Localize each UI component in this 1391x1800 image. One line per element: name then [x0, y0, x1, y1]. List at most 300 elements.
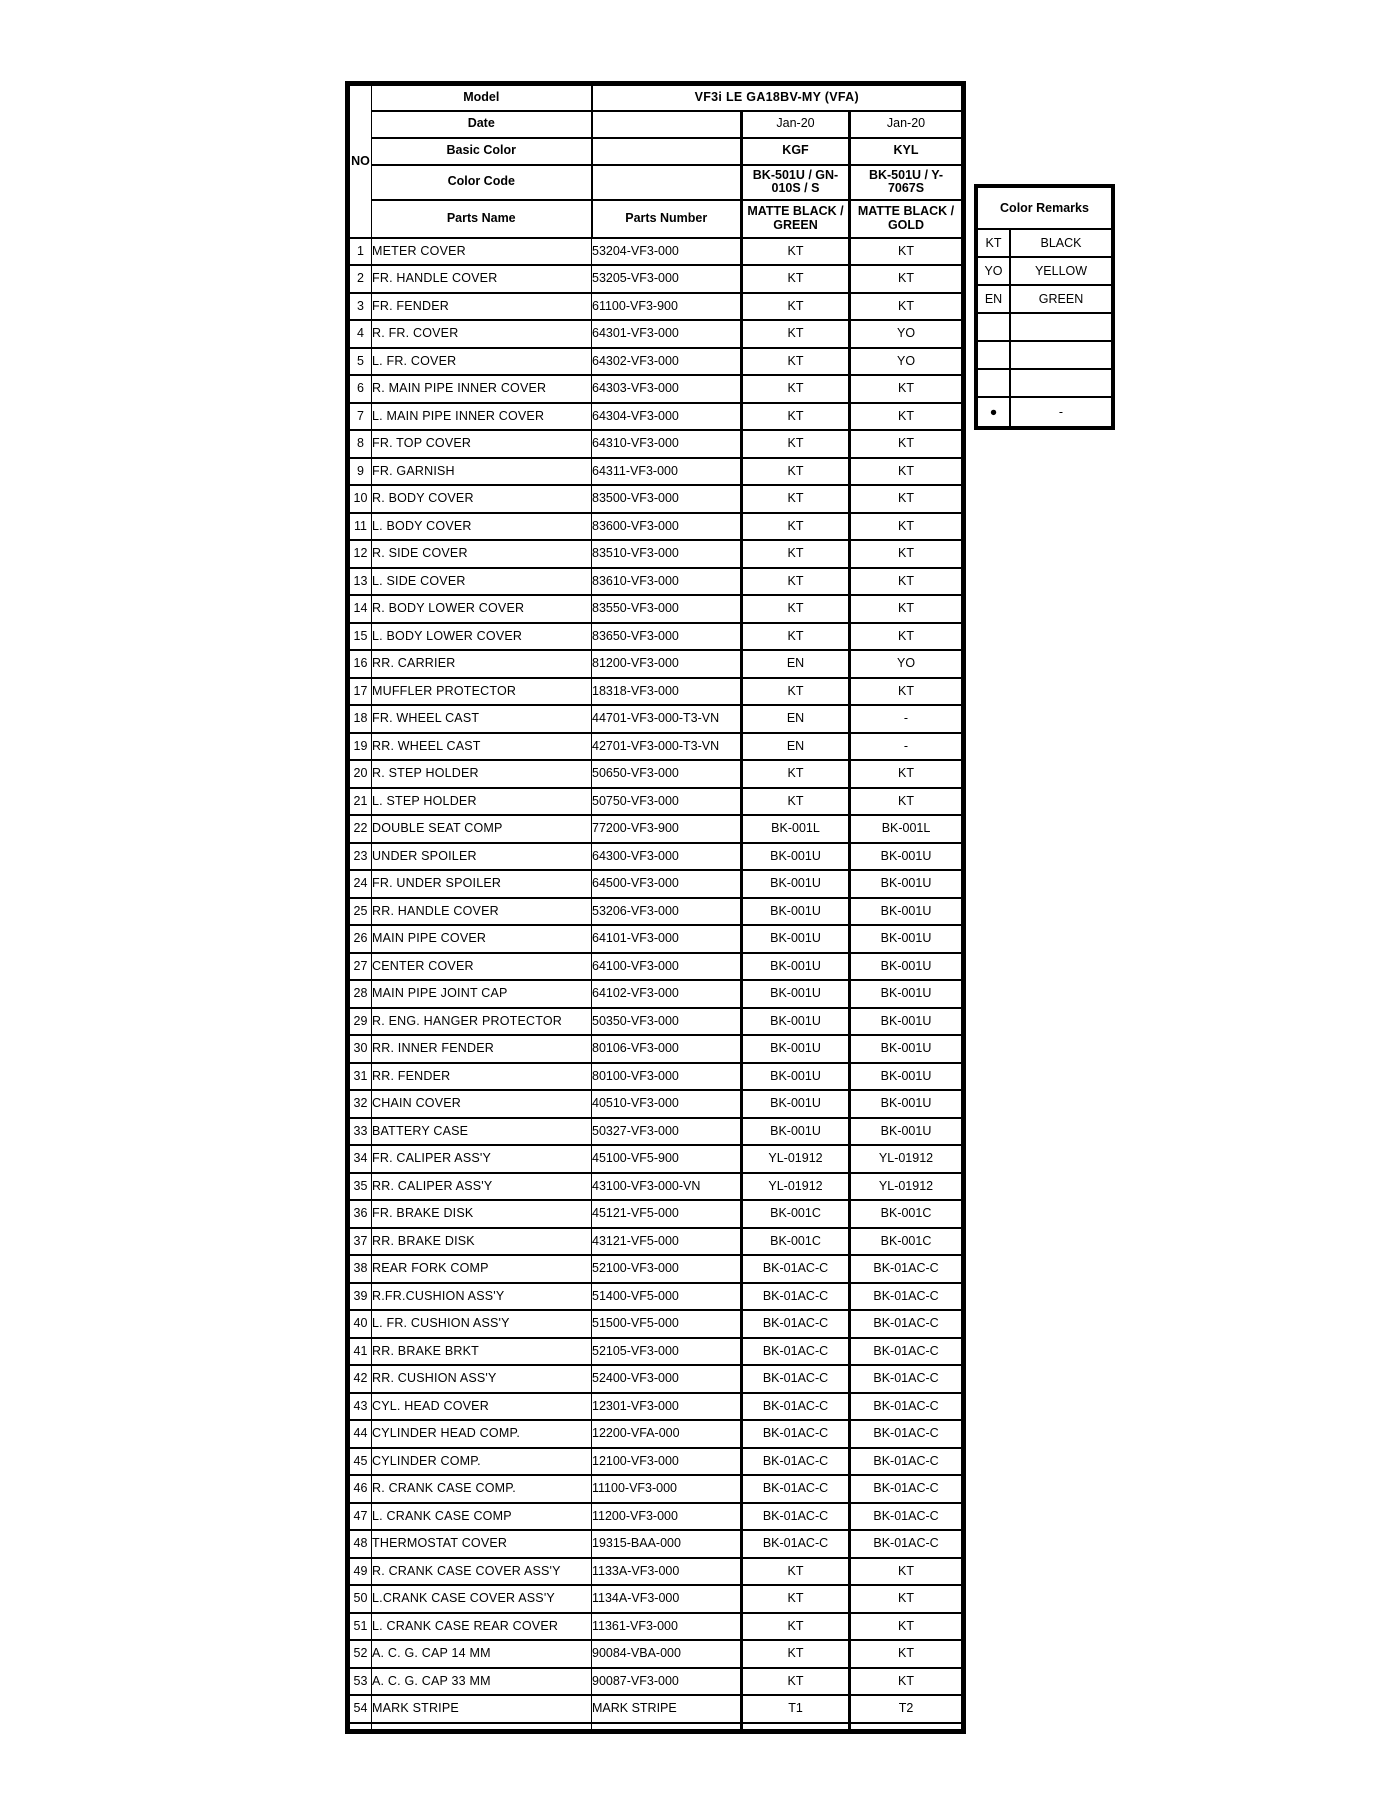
- row-number-cell: 5: [348, 348, 372, 376]
- color-cell-green: BK-01AC-C: [742, 1338, 850, 1366]
- row-number-cell: 29: [348, 1008, 372, 1036]
- color-cell-green: BK-001U: [742, 1063, 850, 1091]
- parts-name-cell: R. ENG. HANGER PROTECTOR: [372, 1008, 592, 1036]
- legend-row: [976, 397, 1113, 428]
- color-cell-green: KT: [742, 1558, 850, 1586]
- table-row: [348, 1255, 964, 1283]
- color-cell-green: BK-01AC-C: [742, 1283, 850, 1311]
- color-cell-gold: KT: [850, 623, 964, 651]
- table-row: [348, 1145, 964, 1173]
- color-cell-green: KT: [742, 1668, 850, 1696]
- row-number-cell: 52: [348, 1640, 372, 1668]
- parts-name-cell: RR. HANDLE COVER: [372, 898, 592, 926]
- color-cell-green: BK-001C: [742, 1228, 850, 1256]
- color-cell-green: KT: [742, 485, 850, 513]
- table-row: [348, 1228, 964, 1256]
- row-number-cell: 21: [348, 788, 372, 816]
- parts-name-cell: RR. INNER FENDER: [372, 1035, 592, 1063]
- color-cell-gold: BK-001C: [850, 1228, 964, 1256]
- parts-name-cell: L. MAIN PIPE INNER COVER: [372, 403, 592, 431]
- legend-row: [976, 257, 1113, 285]
- parts-number-cell: 19315-BAA-000: [592, 1530, 742, 1558]
- color-cell-gold: BK-01AC-C: [850, 1448, 964, 1476]
- color-cell-green: KT: [742, 430, 850, 458]
- table-row: [348, 1118, 964, 1146]
- color-cell-gold: KT: [850, 760, 964, 788]
- parts-name-cell: THERMOSTAT COVER: [372, 1530, 592, 1558]
- parts-number-cell: 50750-VF3-000: [592, 788, 742, 816]
- row-number-cell: 10: [348, 485, 372, 513]
- header-row-basic-color: [348, 138, 964, 165]
- color-cell-green: BK-01AC-C: [742, 1310, 850, 1338]
- table-row: [348, 265, 964, 293]
- parts-name-cell: FR. UNDER SPOILER: [372, 870, 592, 898]
- table-row: [348, 1475, 964, 1503]
- parts-number-cell: 83610-VF3-000: [592, 568, 742, 596]
- parts-number-cell: 53206-VF3-000: [592, 898, 742, 926]
- table-row: [348, 650, 964, 678]
- color-cell-green: BK-001U: [742, 1008, 850, 1036]
- color-code-value-gold: BK-501U / Y-7067S: [850, 165, 964, 200]
- parts-number-cell: 1134A-VF3-000: [592, 1585, 742, 1613]
- row-number-cell: 3: [348, 293, 372, 321]
- parts-name-cell: R. STEP HOLDER: [372, 760, 592, 788]
- color-cell-gold: KT: [850, 238, 964, 266]
- parts-name-cell: MAIN PIPE JOINT CAP: [372, 980, 592, 1008]
- parts-number-cell: 12100-VF3-000: [592, 1448, 742, 1476]
- row-number-cell: 28: [348, 980, 372, 1008]
- table-row: [348, 925, 964, 953]
- row-number-cell: 38: [348, 1255, 372, 1283]
- row-number-cell: 22: [348, 815, 372, 843]
- parts-number-cell: 83550-VF3-000: [592, 595, 742, 623]
- row-number-cell: 35: [348, 1173, 372, 1201]
- color-cell-green: YL-01912: [742, 1173, 850, 1201]
- parts-name-cell: L. SIDE COVER: [372, 568, 592, 596]
- color-cell-gold: BK-01AC-C: [850, 1503, 964, 1531]
- parts-name-cell: A. C. G. CAP 33 MM: [372, 1668, 592, 1696]
- row-number-cell: 53: [348, 1668, 372, 1696]
- table-row: [348, 568, 964, 596]
- color-cell-green: KT: [742, 623, 850, 651]
- row-number-cell: 12: [348, 540, 372, 568]
- color-cell-green: KT: [742, 568, 850, 596]
- parts-rows: [348, 238, 964, 1723]
- table-row: [348, 1668, 964, 1696]
- row-number-cell: 47: [348, 1503, 372, 1531]
- finish-header-green: MATTE BLACK / GREEN: [742, 200, 850, 238]
- parts-name-cell: R. MAIN PIPE INNER COVER: [372, 375, 592, 403]
- color-cell-green: KT: [742, 375, 850, 403]
- parts-number-cell: 18318-VF3-000: [592, 678, 742, 706]
- finish-header-gold: MATTE BLACK / GOLD: [850, 200, 964, 238]
- parts-number-cell: 64304-VF3-000: [592, 403, 742, 431]
- row-number-cell: 43: [348, 1393, 372, 1421]
- row-number-cell: 11: [348, 513, 372, 541]
- parts-name-cell: L. CRANK CASE COMP: [372, 1503, 592, 1531]
- color-cell-gold: KT: [850, 375, 964, 403]
- parts-number-cell: 90087-VF3-000: [592, 1668, 742, 1696]
- legend-rows: [976, 229, 1113, 428]
- legend-row: [976, 285, 1113, 313]
- color-cell-green: BK-001C: [742, 1200, 850, 1228]
- row-number-cell: 16: [348, 650, 372, 678]
- color-cell-gold: BK-001L: [850, 815, 964, 843]
- legend-remark-cell: YELLOW: [1010, 257, 1113, 285]
- table-row: [348, 1283, 964, 1311]
- row-number-cell: 49: [348, 1558, 372, 1586]
- table-row: [348, 1393, 964, 1421]
- color-cell-gold: KT: [850, 403, 964, 431]
- parts-number-cell: 1133A-VF3-000: [592, 1558, 742, 1586]
- parts-number-cell: 43121-VF5-000: [592, 1228, 742, 1256]
- legend-remark-cell: -: [1010, 397, 1113, 428]
- legend-table: [974, 184, 1115, 430]
- parts-name-cell: CHAIN COVER: [372, 1090, 592, 1118]
- basic-color-label: Basic Color: [372, 138, 592, 165]
- color-cell-gold: BK-001U: [850, 1090, 964, 1118]
- color-cell-gold: BK-001U: [850, 925, 964, 953]
- parts-number-cell: 43100-VF3-000-VN: [592, 1173, 742, 1201]
- parts-name-cell: L. CRANK CASE REAR COVER: [372, 1613, 592, 1641]
- color-cell-gold: BK-01AC-C: [850, 1255, 964, 1283]
- parts-name-cell: MAIN PIPE COVER: [372, 925, 592, 953]
- row-number-cell: 23: [348, 843, 372, 871]
- color-cell-gold: YL-01912: [850, 1145, 964, 1173]
- table-row: [348, 1365, 964, 1393]
- color-cell-gold: KT: [850, 788, 964, 816]
- parts-name-cell: R. CRANK CASE COMP.: [372, 1475, 592, 1503]
- table-row: [348, 705, 964, 733]
- parts-name-cell: L. STEP HOLDER: [372, 788, 592, 816]
- color-cell-green: KT: [742, 265, 850, 293]
- legend-code-cell: [976, 369, 1010, 397]
- color-cell-green: BK-01AC-C: [742, 1503, 850, 1531]
- table-row: [348, 870, 964, 898]
- table-row: [348, 375, 964, 403]
- table-row: [348, 485, 964, 513]
- color-cell-green: BK-001U: [742, 1090, 850, 1118]
- table-row: [348, 238, 964, 266]
- table-row: [348, 898, 964, 926]
- parts-number-cell: 83500-VF3-000: [592, 485, 742, 513]
- row-number-cell: 15: [348, 623, 372, 651]
- date-value-green: Jan-20: [742, 111, 850, 138]
- color-cell-gold: BK-001U: [850, 1063, 964, 1091]
- color-cell-gold: KT: [850, 485, 964, 513]
- color-cell-gold: BK-01AC-C: [850, 1338, 964, 1366]
- row-number-cell: 46: [348, 1475, 372, 1503]
- legend-remark-cell: [1010, 369, 1113, 397]
- header-row-model: [348, 84, 964, 111]
- empty-cell: [592, 165, 742, 200]
- table-row: [348, 678, 964, 706]
- row-number-cell: 48: [348, 1530, 372, 1558]
- parts-name-cell: MUFFLER PROTECTOR: [372, 678, 592, 706]
- parts-number-cell: 64301-VF3-000: [592, 320, 742, 348]
- color-cell-gold: YO: [850, 650, 964, 678]
- parts-name-cell: A. C. G. CAP 14 MM: [372, 1640, 592, 1668]
- parts-number-cell: 52100-VF3-000: [592, 1255, 742, 1283]
- row-number-cell: 4: [348, 320, 372, 348]
- table-row: [348, 513, 964, 541]
- parts-number-cell: 12200-VFA-000: [592, 1420, 742, 1448]
- parts-number-cell: 64303-VF3-000: [592, 375, 742, 403]
- table-row: [348, 1008, 964, 1036]
- date-label: Date: [372, 111, 592, 138]
- legend-row: [976, 369, 1113, 397]
- header-row-date: [348, 111, 964, 138]
- parts-name-cell: CYLINDER HEAD COMP.: [372, 1420, 592, 1448]
- color-cell-gold: BK-001U: [850, 843, 964, 871]
- color-cell-gold: BK-01AC-C: [850, 1283, 964, 1311]
- legend-remark-cell: BLACK: [1010, 229, 1113, 257]
- table-row: [348, 733, 964, 761]
- parts-name-cell: METER COVER: [372, 238, 592, 266]
- legend-remark-cell: GREEN: [1010, 285, 1113, 313]
- table-row: [348, 348, 964, 376]
- row-number-cell: 45: [348, 1448, 372, 1476]
- parts-name-cell: L. FR. CUSHION ASS'Y: [372, 1310, 592, 1338]
- row-number-cell: 30: [348, 1035, 372, 1063]
- color-cell-green: KT: [742, 403, 850, 431]
- parts-number-cell: 77200-VF3-900: [592, 815, 742, 843]
- color-cell-gold: YL-01912: [850, 1173, 964, 1201]
- table-row: [348, 1420, 964, 1448]
- parts-number-cell: 52400-VF3-000: [592, 1365, 742, 1393]
- row-number-cell: 19: [348, 733, 372, 761]
- color-cell-green: KT: [742, 595, 850, 623]
- parts-number-cell: 81200-VF3-000: [592, 650, 742, 678]
- parts-number-cell: 80106-VF3-000: [592, 1035, 742, 1063]
- parts-number-header: Parts Number: [592, 200, 742, 238]
- color-cell-gold: BK-01AC-C: [850, 1475, 964, 1503]
- parts-name-cell: CYL. HEAD COVER: [372, 1393, 592, 1421]
- parts-number-cell: 11361-VF3-000: [592, 1613, 742, 1641]
- parts-number-cell: 45121-VF5-000: [592, 1200, 742, 1228]
- row-number-cell: 7: [348, 403, 372, 431]
- parts-name-cell: RR. WHEEL CAST: [372, 733, 592, 761]
- parts-number-cell: 40510-VF3-000: [592, 1090, 742, 1118]
- row-number-cell: 25: [348, 898, 372, 926]
- parts-number-cell: 64302-VF3-000: [592, 348, 742, 376]
- color-code-label: Color Code: [372, 165, 592, 200]
- color-cell-green: KT: [742, 458, 850, 486]
- parts-name-cell: R.FR.CUSHION ASS'Y: [372, 1283, 592, 1311]
- table-row: [348, 788, 964, 816]
- parts-name-cell: CENTER COVER: [372, 953, 592, 981]
- color-cell-green: KT: [742, 320, 850, 348]
- color-cell-green: BK-001U: [742, 1118, 850, 1146]
- parts-number-cell: 11200-VF3-000: [592, 1503, 742, 1531]
- parts-name-cell: R. SIDE COVER: [372, 540, 592, 568]
- parts-name-cell: CYLINDER COMP.: [372, 1448, 592, 1476]
- color-cell-gold: BK-01AC-C: [850, 1420, 964, 1448]
- parts-number-cell: 83510-VF3-000: [592, 540, 742, 568]
- row-number-cell: 41: [348, 1338, 372, 1366]
- parts-name-cell: L.CRANK CASE COVER ASS'Y: [372, 1585, 592, 1613]
- table-row: [348, 540, 964, 568]
- parts-name-cell: BATTERY CASE: [372, 1118, 592, 1146]
- table-row: [348, 623, 964, 651]
- color-cell-gold: KT: [850, 1585, 964, 1613]
- color-cell-green: BK-001U: [742, 925, 850, 953]
- legend-code-cell: [976, 313, 1010, 341]
- table-row: [348, 1640, 964, 1668]
- table-row: [348, 293, 964, 321]
- color-cell-gold: BK-001U: [850, 953, 964, 981]
- parts-number-cell: 90084-VBA-000: [592, 1640, 742, 1668]
- color-cell-green: KT: [742, 348, 850, 376]
- row-number-cell: 1: [348, 238, 372, 266]
- color-cell-green: BK-001U: [742, 870, 850, 898]
- row-number-cell: 8: [348, 430, 372, 458]
- parts-number-cell: 45100-VF5-900: [592, 1145, 742, 1173]
- table-row: [348, 1530, 964, 1558]
- color-cell-green: BK-001U: [742, 898, 850, 926]
- row-number-cell: 33: [348, 1118, 372, 1146]
- table-row: [348, 430, 964, 458]
- color-cell-gold: BK-01AC-C: [850, 1393, 964, 1421]
- color-cell-gold: KT: [850, 1668, 964, 1696]
- row-number-cell: 20: [348, 760, 372, 788]
- row-number-cell: 31: [348, 1063, 372, 1091]
- parts-number-cell: 50327-VF3-000: [592, 1118, 742, 1146]
- row-number-cell: 37: [348, 1228, 372, 1256]
- parts-name-cell: MARK STRIPE: [372, 1695, 592, 1723]
- row-number-cell: 17: [348, 678, 372, 706]
- parts-name-cell: R. BODY LOWER COVER: [372, 595, 592, 623]
- parts-number-cell: 51500-VF5-000: [592, 1310, 742, 1338]
- parts-number-cell: 42701-VF3-000-T3-VN: [592, 733, 742, 761]
- parts-name-cell: FR. BRAKE DISK: [372, 1200, 592, 1228]
- parts-name-cell: RR. FENDER: [372, 1063, 592, 1091]
- color-cell-green: BK-01AC-C: [742, 1475, 850, 1503]
- color-cell-gold: KT: [850, 568, 964, 596]
- parts-number-cell: 53204-VF3-000: [592, 238, 742, 266]
- parts-number-cell: 64300-VF3-000: [592, 843, 742, 871]
- table-row: [348, 458, 964, 486]
- table-row: [348, 1448, 964, 1476]
- row-number-cell: 40: [348, 1310, 372, 1338]
- legend-code-cell: ●: [976, 397, 1010, 428]
- row-number-cell: 26: [348, 925, 372, 953]
- legend-code-cell: YO: [976, 257, 1010, 285]
- table-row: [348, 843, 964, 871]
- table-row: [348, 1063, 964, 1091]
- row-number-cell: 24: [348, 870, 372, 898]
- color-cell-green: EN: [742, 733, 850, 761]
- legend-row: [976, 313, 1113, 341]
- color-cell-gold: BK-001U: [850, 1035, 964, 1063]
- spacer-row: [348, 1723, 964, 1732]
- row-number-cell: 2: [348, 265, 372, 293]
- color-cell-green: KT: [742, 540, 850, 568]
- color-cell-green: KT: [742, 788, 850, 816]
- model-label: Model: [372, 84, 592, 111]
- table-row: [348, 815, 964, 843]
- color-cell-gold: BK-001U: [850, 980, 964, 1008]
- color-cell-gold: KT: [850, 430, 964, 458]
- parts-name-cell: R. FR. COVER: [372, 320, 592, 348]
- parts-name-cell: FR. CALIPER ASS'Y: [372, 1145, 592, 1173]
- color-cell-green: BK-001U: [742, 953, 850, 981]
- color-cell-gold: BK-001U: [850, 898, 964, 926]
- color-cell-gold: -: [850, 733, 964, 761]
- parts-number-cell: 53205-VF3-000: [592, 265, 742, 293]
- color-cell-green: BK-001U: [742, 1035, 850, 1063]
- table-row: [348, 1200, 964, 1228]
- table-row: [348, 980, 964, 1008]
- color-cell-green: BK-001L: [742, 815, 850, 843]
- color-cell-green: BK-01AC-C: [742, 1448, 850, 1476]
- legend-remark-cell: [1010, 313, 1113, 341]
- table-row: [348, 403, 964, 431]
- row-number-cell: 32: [348, 1090, 372, 1118]
- color-cell-green: BK-01AC-C: [742, 1420, 850, 1448]
- parts-number-cell: 52105-VF3-000: [592, 1338, 742, 1366]
- row-number-cell: 9: [348, 458, 372, 486]
- color-cell-gold: KT: [850, 678, 964, 706]
- parts-name-cell: FR. HANDLE COVER: [372, 265, 592, 293]
- color-cell-gold: KT: [850, 513, 964, 541]
- legend-row: [976, 229, 1113, 257]
- color-cell-green: BK-01AC-C: [742, 1365, 850, 1393]
- row-number-cell: 13: [348, 568, 372, 596]
- parts-name-cell: RR. BRAKE DISK: [372, 1228, 592, 1256]
- color-cell-green: EN: [742, 650, 850, 678]
- color-cell-green: BK-01AC-C: [742, 1530, 850, 1558]
- color-cell-gold: BK-01AC-C: [850, 1530, 964, 1558]
- parts-number-cell: 50650-VF3-000: [592, 760, 742, 788]
- parts-name-cell: FR. TOP COVER: [372, 430, 592, 458]
- color-cell-green: KT: [742, 678, 850, 706]
- color-cell-green: KT: [742, 760, 850, 788]
- parts-name-cell: RR. CALIPER ASS'Y: [372, 1173, 592, 1201]
- parts-number-cell: 64100-VF3-000: [592, 953, 742, 981]
- parts-number-cell: 64102-VF3-000: [592, 980, 742, 1008]
- color-cell-green: BK-01AC-C: [742, 1255, 850, 1283]
- parts-number-cell: 51400-VF5-000: [592, 1283, 742, 1311]
- parts-name-cell: R. CRANK CASE COVER ASS'Y: [372, 1558, 592, 1586]
- color-cell-green: KT: [742, 1640, 850, 1668]
- parts-number-cell: MARK STRIPE: [592, 1695, 742, 1723]
- model-value: VF3i LE GA18BV-MY (VFA): [592, 84, 964, 111]
- color-cell-gold: BK-001U: [850, 1008, 964, 1036]
- table-row: [348, 1173, 964, 1201]
- parts-name-cell: FR. FENDER: [372, 293, 592, 321]
- color-cell-gold: KT: [850, 458, 964, 486]
- color-cell-green: KT: [742, 293, 850, 321]
- parts-name-cell: REAR FORK COMP: [372, 1255, 592, 1283]
- parts-name-cell: UNDER SPOILER: [372, 843, 592, 871]
- color-cell-gold: YO: [850, 320, 964, 348]
- row-number-cell: 39: [348, 1283, 372, 1311]
- row-number-cell: 42: [348, 1365, 372, 1393]
- parts-number-cell: 64500-VF3-000: [592, 870, 742, 898]
- parts-name-cell: RR. CARRIER: [372, 650, 592, 678]
- parts-name-cell: R. BODY COVER: [372, 485, 592, 513]
- basic-color-value-gold: KYL: [850, 138, 964, 165]
- table-row: [348, 1695, 964, 1723]
- color-cell-gold: KT: [850, 1640, 964, 1668]
- legend-title-row: [976, 186, 1113, 229]
- table-row: [348, 1613, 964, 1641]
- color-code-value-green: BK-501U / GN-010S / S: [742, 165, 850, 200]
- color-cell-green: EN: [742, 705, 850, 733]
- table-row: [348, 1503, 964, 1531]
- parts-number-cell: 61100-VF3-900: [592, 293, 742, 321]
